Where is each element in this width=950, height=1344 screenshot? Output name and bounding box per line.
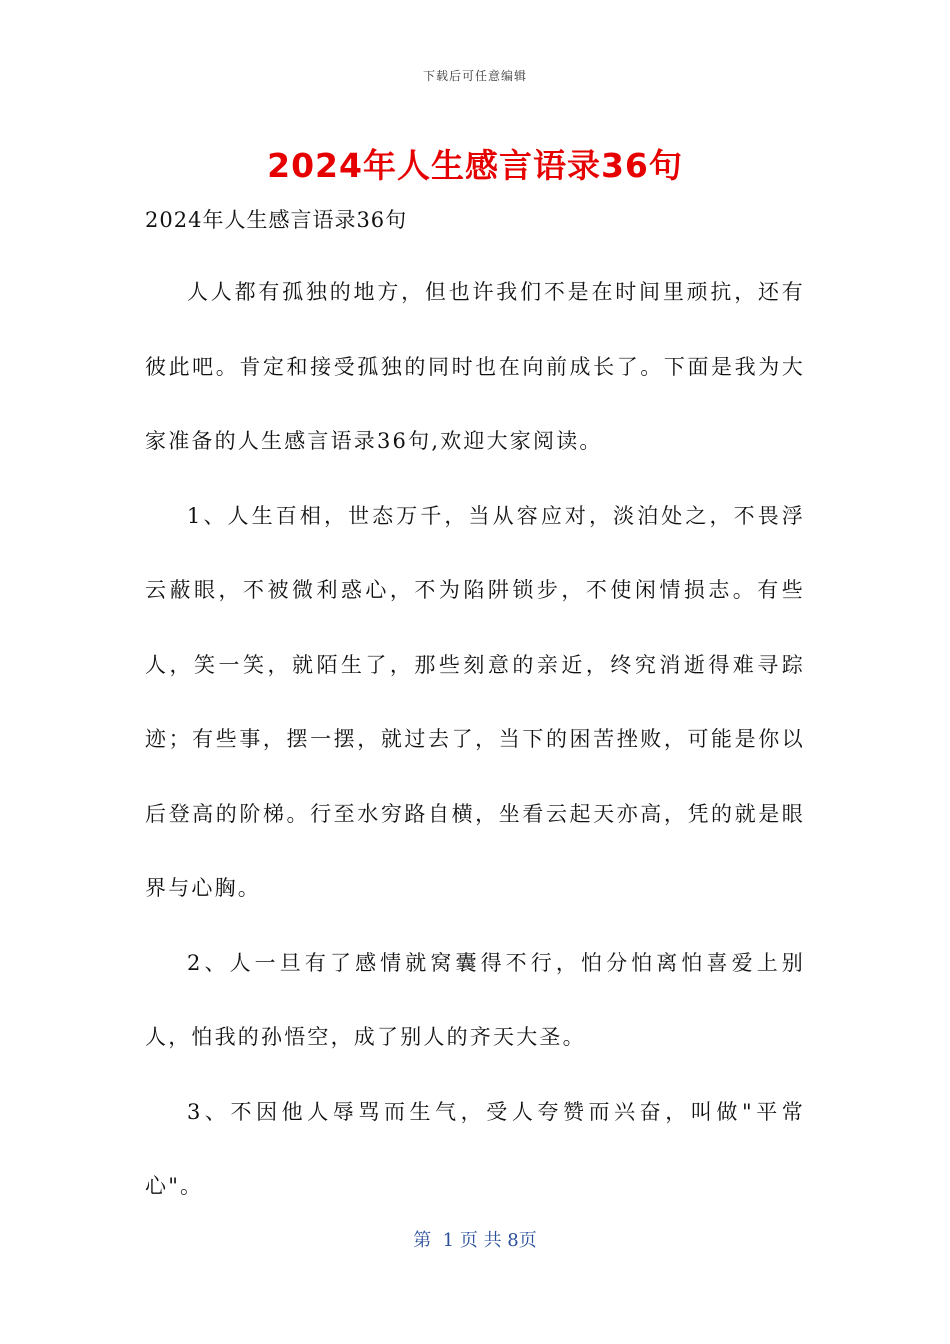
document-title: 2024年人生感言语录36句: [267, 146, 683, 185]
paragraph-item-2: 2、人一旦有了感情就窝囊得不行，怕分怕离怕喜爱上别人，怕我的孙悟空，成了别人的齐天大圣。: [145, 950, 805, 1049]
header-note: 下载后可任意编辑: [422, 69, 527, 83]
paragraph-intro: 人人都有孤独的地方，但也许我们不是在时间里顽抗，还有彼此吧。肯定和接受孤独的同时也在向前成长了。下面是我为大家准备的人生感言语录36句,欢迎大家阅读。: [145, 280, 805, 453]
document-subtitle: 2024年人生感言语录36句: [145, 208, 408, 232]
document-body: [145, 255, 805, 1224]
page-number-footer: 第 1 页 共 8页: [413, 1230, 537, 1251]
paragraph-item-1: 1、人生百相，世态万千，当从容应对，淡泊处之，不畏浮云蔽眼，不被微利惑心，不为陷阱锁步，不使闲情损志。有些人，笑一笑，就陌生了，那些刻意的亲近，终究消逝得难寻踪迹；有些事，摆一摆，就过去了，当下的困苦挫败，可能是你以后登高的阶梯。行至水穷路自横，坐看云起天亦高，凭的就是眼界与心胸。: [145, 503, 805, 900]
paragraph-item-3: 3、不因他人辱骂而生气，受人夸赞而兴奋，叫做"平常心"。: [145, 1099, 805, 1198]
